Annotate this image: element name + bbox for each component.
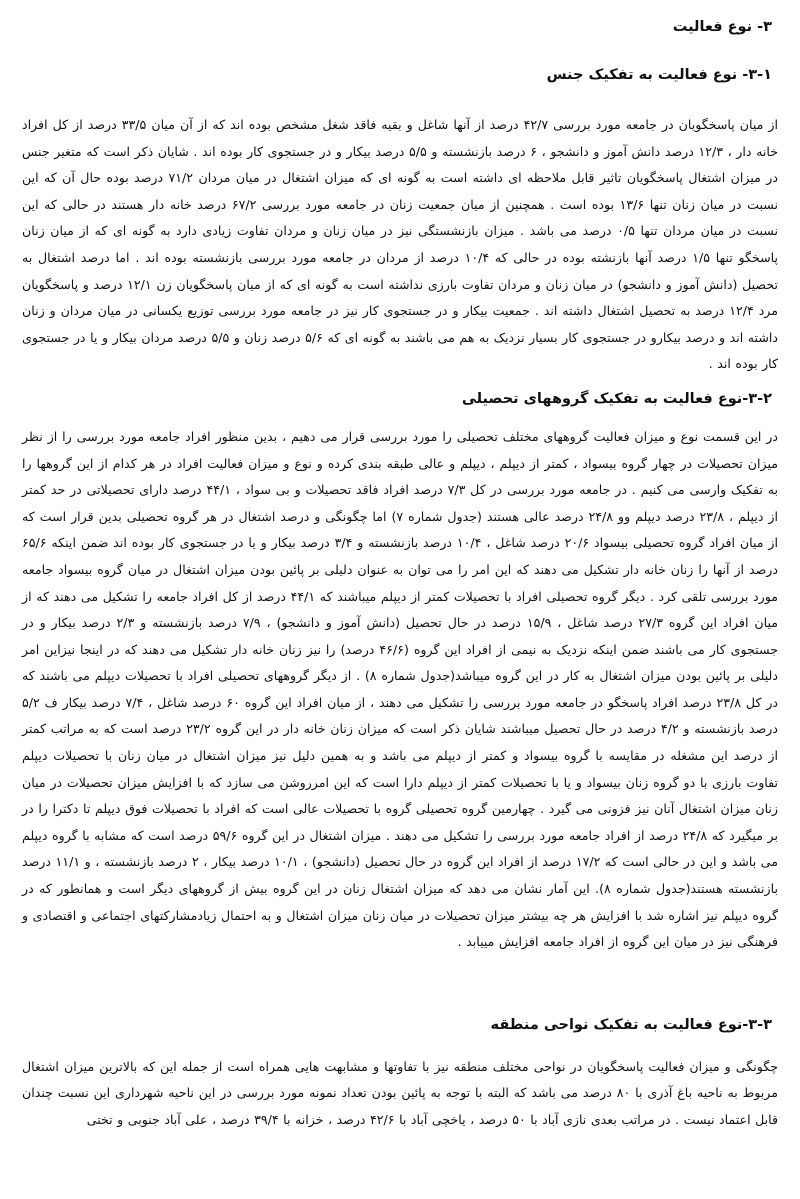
paragraph-regions: چگونگی و میزان فعالیت پاسخگویان در نواحی مختلف منطقه نیز با تفاوتها و مشابهت هایی همراه است از جمله این که بالاترین میزان اشتغال مربوط به ناحیه باغ آذری با ۸۰ درصد می باشد که البته با توجه به پائین بودن تعداد نمونه مورد بررسی در این ناحیه شهرداری این نسبت چندان قابل اعتماد نیست . در مراتب بعدی نازی آباد با ۵۰ درصد ، یاخچی آباد با ۴۲/۶ درصد ، خزانه با ۳۹/۴ درصد ، علی آباد جنوبی و تختی [22,1058,778,1127]
section-heading: ۳- نوع فعالیت [672,19,772,35]
subsection-heading-regions: ۳-۳-نوع فعالیت به تفکیک نواحی منطقه [490,1016,772,1033]
subsection-heading-education: ۳-۲-نوع فعالیت به تفکیک گروههای تحصیلی [461,390,772,407]
subsection-heading-gender: ۳-۱- نوع فعالیت به تفکیک جنس [546,67,772,83]
paragraph-gender: از میان پاسخگویان در جامعه مورد بررسی ۴۲/۷ درصد از آنها شاغل و بقیه فاقد شغل مشخص بوده اند که از آن میان ۳۳/۵ درصد از کل افراد خانه دار ، ۱۲/۳ درصد دانش آموز و دانشجو ، ۶ درصد بازنشسته و ۵/۵ درصد بیکار و در جستجوی کار بوده اند . شایان ذکر است که متغیر جنس در میزان اشتغال پاسخگویان تاثیر قابل ملاحظه ای داشته است به گونه ای که میزان اشتغال در میان مردان ۷۱/۲ درصد بوده حال آن که این نسبت در میان زنان تنها ۱۳/۶ بوده است . همچنین از میان جمعیت زنان در جامعه مورد بررسی ۶۷/۲ درصد خانه دار هستند در حالی که این نسبت در میان مردان تنها ۰/۵ درصد می باشد . میزان بازنشستگی نیز در میان زنان و مردان تفاوت زیادی دارد به گونه ای که از میان زنان پاسخگو تنها ۱/۵ درصد آنها بازنشته بوده در حالی که ۱۰/۴ درصد از مردان در جامعه مورد بررسی بازنشسته بوده اند . اما درصد اشتغال به تحصیل (دانش آموز و دانشجو) در میان زنان و مردان تفاوت بارزی نداشته است به گونه ای که از میان پاسخگویان زن ۱۲/۱ درصد و پاسخگویان مرد ۱۲/۴ درصد به تحصیل اشتغال داشته اند . جمعیت بیکار و در جستجوی کار نیز در جامعه مورد بررسی توزیع یکسانی در میان مردان و زنان داشته اند و درصد بیکارو در جستجوی کار بسیار نزدیک به هم می باشند به گونه ای که ۵/۶ درصد زنان و ۵/۵ درصد مردان بیکار و یا در جستجوی کار بوده اند . [22,117,779,372]
paragraph-education: در این قسمت نوع و میزان فعالیت گروههای مختلف تحصیلی را مورد بررسی قرار می دهیم ، بدین منظور افراد جامعه مورد بررسی را از نظر میزان تحصیلات در چهار گروه بیسواد ، کمتر از دیپلم ، دیپلم و عالی طبقه بندی کرده و نوع و میزان فعالیت افراد در هر کدام از این گروهها را به تفکیک وارسی می کنیم . در جامعه مورد بررسی در کل ۷/۳ درصد افراد فاقد تحصیلات و بی سواد ، ۴۴/۱ درصد دارای تحصیلاتی در حد کمتر از دیپلم ، ۲۳/۸ درصد دیپلم وو ۲۴/۸ درصد عالی هستند (جدول شماره ۷) اما چگونگی و درصد اشتغال در هر گروه تحصیلی بدین قرار است که از میان افراد گروه تحصیلی بیسواد ۲۰/۶ درصد شاغل ، ۱۰/۴ درصد بازنشسته و ۳/۴ درصد بیکار و یا در جستجوی کار بوده اند ضمن اینکه ۶۵/۶ درصد از آنها را زنان خانه دار تشکیل می دهند که این امر را می توان به عنوان دلیلی بر پائین بودن میزان اشتغال در میان گروه بیسواد جامعه مورد بررسی تلقی کرد . دیگر گروه تحصیلی افراد با تحصیلات کمتر از دیپلم میباشند که ۴۴/۱ درصد از کل افراد جامعه را تشکیل می دهند که از میان افراد این گروه ۲۷/۳ درصد شاغل ، ۱۵/۹ درصد در حال تحصیل (دانش آموز و دانشجو) ، ۷/۹ درصد بازنشسته و ۲/۳ درصد بیکار و در جستجوی کار می باشند ضمن اینکه نزدیک به نیمی از افراد این گروه (۴۶/۶ درصد) را نیز زنان خانه دار تشکیل می دهند که در اینجا نیزاین امر دلیلی بر پائین بودن میزان اشتغال به کار در این گروه میباشد(جدول شماره ۸) . از دیگر گروههای تحصیلی افراد با تحصیلات دیپلم می باشند که در کل ۲۳/۸ درصد افراد پاسخگو در جامعه مورد بررسی را تشکیل می دهند ، از میان افراد این گروه ۶۰ درصد شاغل ، ۷/۴ درصد بیکار ف ۵/۲ درصد بازنشسته و ۴/۲ درصد در حال تحصیل میباشند شایان ذکر است که میزان زنان خانه دار در این گروه ۲۳/۲ درصد است که به مراتب کمتر از درصد این مشغله در مقایسه با گروه بیسواد و کمتر از دیپلم می باشد و به همین دلیل نیز میزان اشتغال در میان زنان با تحصیلات دیپلم تفاوت بارزی با دو گروه زنان بیسواد و یا با تحصیلات کمتر از دیپلم دارا است که این امرروشن می سازد که با افزایش میزان تحصیلات در میان زنان میزان اشتغال آنان نیز فزونی می گیرد . چهارمین گروه تحصیلی گروه با تحصیلات عالی است که افراد با تحصیلات فوق دیپلم تا دکترا را در بر میگیرد که ۲۴/۸ درصد از افراد جامعه مورد بررسی را تشکیل می دهند . میزان اشتغال در این گروه ۵۹/۶ درصد است که مشابه با گروه دیپلم می باشد و این در حالی است که ۱۷/۲ درصد از افراد این گروه در حال تحصیل (دانشجو) ، ۱۰/۱ درصد بیکار ، ۲ درصد بازنشسته ، و ۱۱/۱ درصد بازنشسته هستند(جدول شماره ۸). این آمار نشان می دهد که میزان اشتغال زنان در این گروه بیش از گروههای دیگر است و همانطور که در گروه دیپلم نیز اشاره شد با افزایش هر چه بیشتر میزان تحصیلات در میان زنان میزان اشتغال و به احتمال زیادمشارکتهای اجتماعی و اقتصادی و فرهنگی نیز در میان این گروه از افراد جامعه افزایش مییابد . [22,428,779,950]
